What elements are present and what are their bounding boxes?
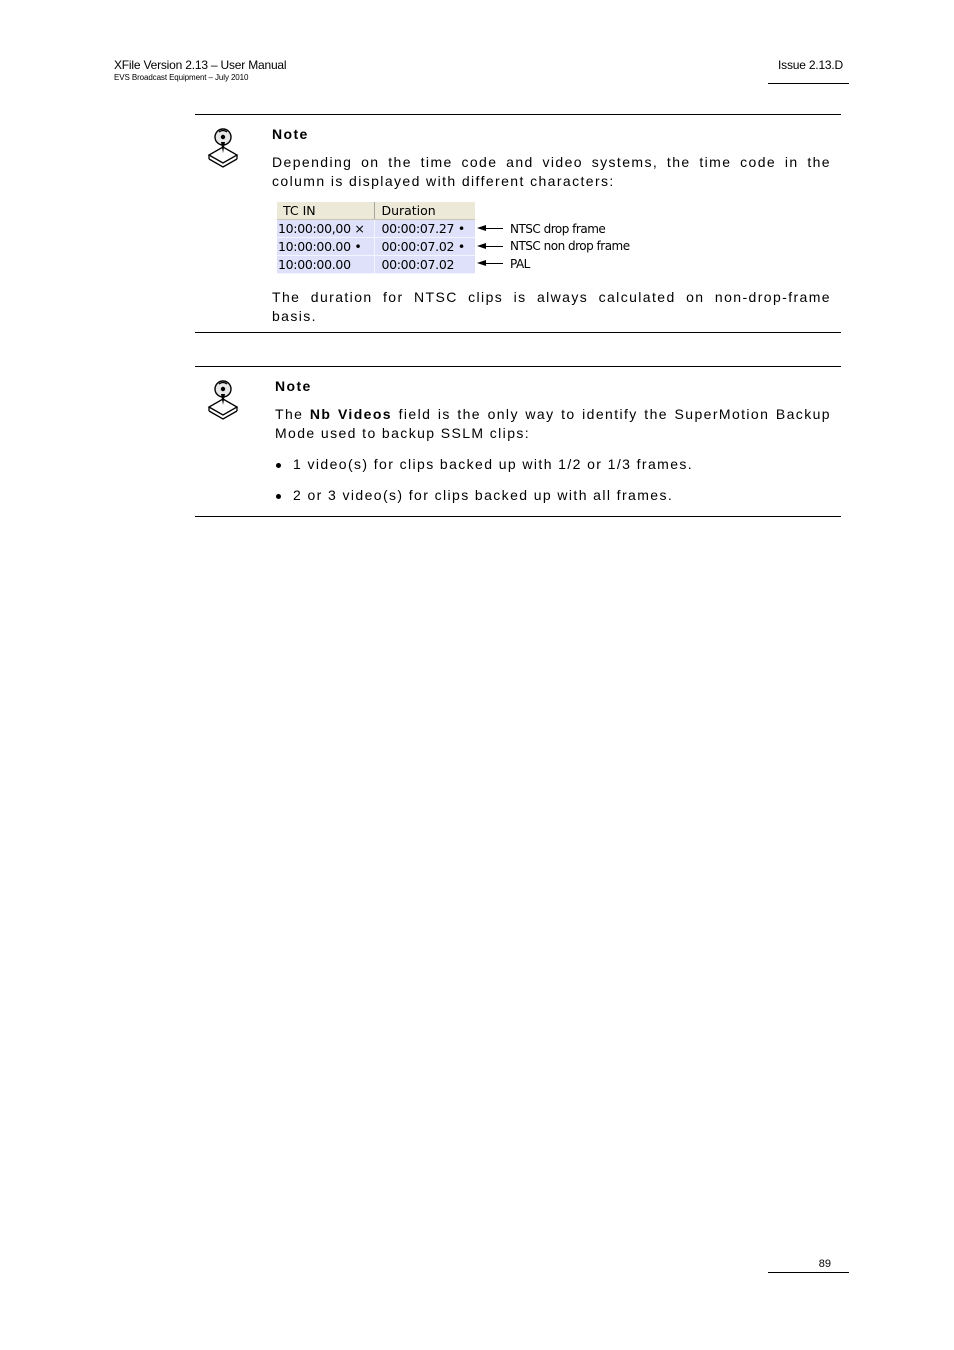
document-subtitle: EVS Broadcast Equipment – July 2010 — [114, 73, 249, 82]
note-intro-text: Depending on the time code and video systems, the time code in the column is displayed with different characters: — [272, 154, 831, 189]
note-outro-text: The duration for NTSC clips is always calculated on non-drop-frame basis. — [272, 289, 831, 324]
table-cell: 10:00:00,00 × — [277, 220, 375, 238]
page-number: 89 — [818, 1258, 831, 1270]
table-cell: 00:00:07.02 — [375, 256, 475, 274]
table-header-row — [277, 202, 475, 220]
table-cell: 00:00:07.27 • — [375, 220, 475, 238]
label-pal — [477, 255, 630, 273]
table-cell: 10:00:00.00 • — [277, 238, 375, 256]
label-text: NTSC drop frame — [510, 221, 606, 236]
table-row — [277, 220, 475, 238]
text-run: field is the only way to identify the SuperMotion Backup Mode used to backup SSLM clips: — [275, 406, 831, 441]
field-name-nb-videos: Nb Videos — [309, 406, 392, 422]
timecode-labels — [477, 220, 630, 273]
note-heading: Note — [272, 126, 309, 142]
note-pushpin-icon — [205, 125, 241, 169]
note-box-nb-videos — [195, 366, 841, 517]
timecode-figure — [277, 202, 831, 278]
arrow-left-icon — [477, 225, 503, 233]
text-run: The — [275, 406, 310, 422]
note-body — [275, 377, 831, 517]
column-header-duration: Duration — [375, 202, 475, 220]
table-cell: 00:00:07.02 • — [375, 238, 475, 256]
note-intro-text — [275, 405, 831, 443]
note-box-timecode — [195, 114, 841, 333]
label-text: NTSC non drop frame — [510, 239, 630, 254]
footer-rule — [768, 1272, 849, 1273]
list-item — [275, 486, 831, 505]
page-header-left — [114, 58, 286, 84]
list-item — [275, 455, 831, 474]
note-pushpin-icon — [205, 377, 241, 421]
table-row — [277, 238, 475, 256]
label-ntsc-non-drop — [477, 238, 630, 256]
label-ntsc-drop — [477, 220, 630, 238]
list-item-text: 1 video(s) for clips backed up with 1/2 or 1/3 frames. — [293, 456, 694, 472]
note-body — [272, 125, 831, 326]
note-heading: Note — [275, 378, 312, 394]
bullet-icon — [276, 494, 281, 499]
document-title: XFile Version 2.13 – User Manual — [114, 58, 287, 72]
timecode-table — [277, 202, 475, 274]
arrow-left-icon — [477, 260, 503, 268]
header-rule — [768, 83, 849, 84]
bullet-icon — [276, 463, 281, 468]
table-row — [277, 256, 475, 274]
issue-label: Issue 2.13.D — [778, 58, 843, 72]
bullet-list — [275, 455, 831, 505]
label-text: PAL — [510, 256, 530, 271]
table-cell: 10:00:00.00 — [277, 256, 375, 274]
list-item-text: 2 or 3 video(s) for clips backed up with all frames. — [293, 487, 674, 503]
arrow-left-icon — [477, 242, 503, 250]
column-header-tc-in: TC IN — [277, 202, 375, 220]
